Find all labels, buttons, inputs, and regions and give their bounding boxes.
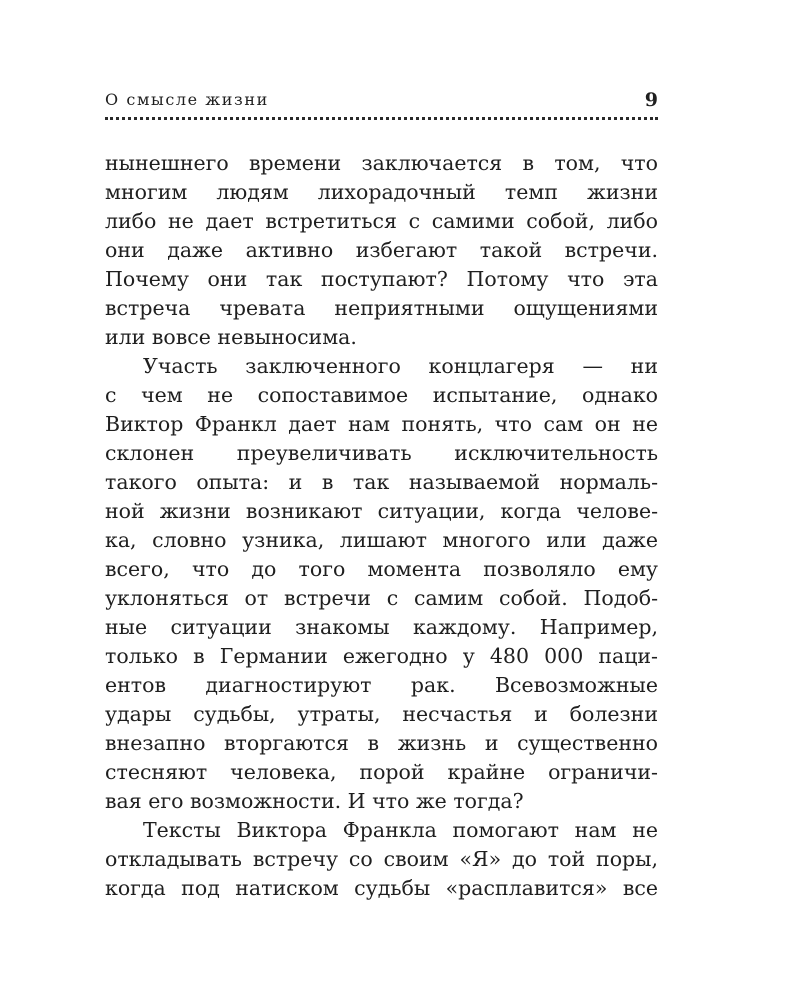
text-line: когда под натиском судьбы «расплавится» все xyxy=(105,876,658,900)
text-line: откладывать встречу со своим «Я» до той поры, xyxy=(105,847,658,871)
text-line: стесняют человека, порой крайне ограничи- xyxy=(105,760,658,784)
text-line: удары судьбы, утраты, несчастья и болезни xyxy=(105,702,658,726)
text-line: нынешнего времени заключается в том, что xyxy=(105,151,658,175)
text-line: только в Германии ежегодно у 480 000 паци- xyxy=(105,644,658,668)
text-line: склонен преувеличивать исключительность xyxy=(105,441,658,465)
running-title: О смысле жизни xyxy=(105,90,269,109)
text-line: ентов диагностируют рак. Всевозможные xyxy=(105,673,658,697)
text-line: многим людям лихорадочный темп жизни xyxy=(105,180,658,204)
text-line: ные ситуации знакомы каждому. Например, xyxy=(105,615,658,639)
text-line: либо не дает встретиться с самими собой, либо xyxy=(105,209,658,233)
text-line: встреча чревата неприятными ощущениями xyxy=(105,296,658,320)
text-line: с чем не сопоставимое испытание, однако xyxy=(105,383,658,407)
text-line: такого опыта: и в так называемой нормаль- xyxy=(105,470,658,494)
text-line: Виктор Франкл дает нам понять, что сам он не xyxy=(105,412,658,436)
header-divider xyxy=(105,117,658,120)
text-line: внезапно вторгаются в жизнь и существенно xyxy=(105,731,658,755)
text-line: всего, что до того момента позволяло ему xyxy=(105,557,658,581)
text-line: ка, словно узника, лишают многого или даже xyxy=(105,528,658,552)
page-number: 9 xyxy=(644,89,658,111)
text-line: вая его возможности. И что же тогда? xyxy=(105,789,524,813)
text-line: уклоняться от встречи с самим собой. Подоб- xyxy=(105,586,658,610)
running-header xyxy=(105,88,658,112)
text-line: Тексты Виктора Франкла помогают нам не xyxy=(143,818,658,842)
text-line: они даже активно избегают такой встречи. xyxy=(105,238,658,262)
text-line: или вовсе невыносима. xyxy=(105,325,357,349)
body-text xyxy=(105,149,658,903)
text-line: ной жизни возникают ситуации, когда челове- xyxy=(105,499,658,523)
text-line: Почему они так поступают? Потому что эта xyxy=(105,267,658,291)
text-line: Участь заключенного концлагеря — ни xyxy=(143,354,658,378)
